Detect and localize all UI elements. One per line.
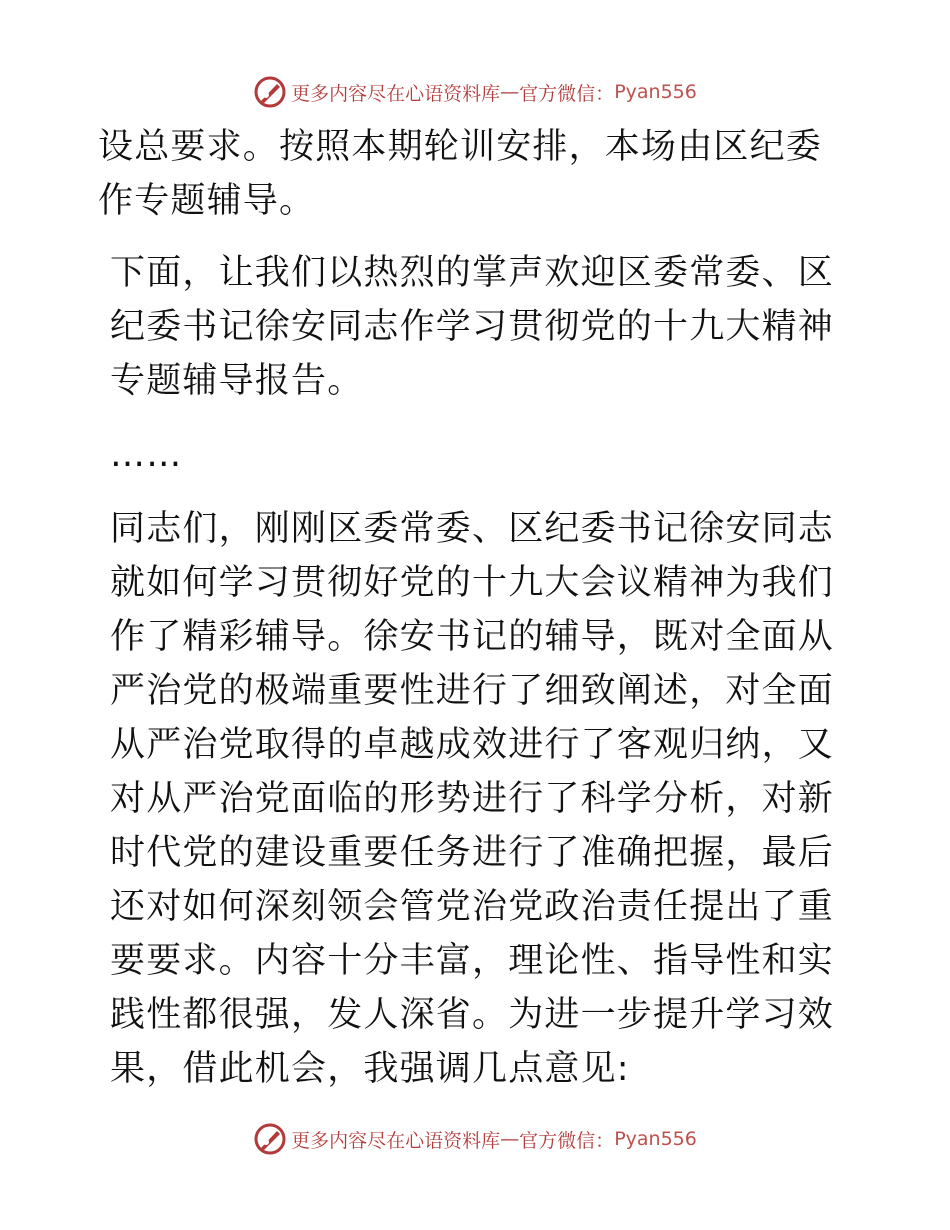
banner-dash: — — [500, 81, 520, 103]
paragraph-3: 同志们，刚刚区委常委、区纪委书记徐安同志就如何学习贯彻好党的十九大会议精神为我们作了精彩辅导。徐安书记的辅导，既对全面从严治党的极端重要性进行了细致阐述，对全面从严治党取得的卓越成效进行了客观归纳，又对从严治党面临的形势进行了科学分析，对新时代党的建设重要任务进行了准确把握，最后还对如何深刻领会管党治党政治责任提出了重要要求。内容十分丰富，理论性、指导性和实践性都很强，发人深省。为进一步提升学习效果，借此机会，我强调几点意见: — [110, 509, 835, 1089]
footer-watermark-banner — [0, 1119, 950, 1159]
paragraph-ellipsis: …… — [110, 435, 183, 475]
quill-logo-icon — [253, 75, 287, 109]
header-watermark-banner — [0, 72, 950, 112]
banner-wechat-label: 官方微信： — [519, 1129, 615, 1152]
document-body — [98, 120, 858, 1096]
quill-logo-icon — [253, 1122, 287, 1156]
banner-wechat-id: Pyan556 — [614, 1128, 697, 1150]
paragraph-2: 下面，让我们以热烈的掌声欢迎区委常委、区纪委书记徐安同志作学习贯彻党的十九大精神专题辅导报告。 — [110, 253, 835, 401]
banner-text: 更多内容尽在心语资料库 — [291, 82, 501, 105]
banner-wechat-label: 官方微信： — [519, 82, 615, 105]
banner-text: 更多内容尽在心语资料库 — [291, 1129, 501, 1152]
banner-dash: — — [500, 1128, 520, 1150]
banner-wechat-id: Pyan556 — [614, 81, 697, 103]
paragraph-1: 设总要求。按照本期轮训安排，本场由区纪委作专题辅导。 — [98, 127, 823, 221]
